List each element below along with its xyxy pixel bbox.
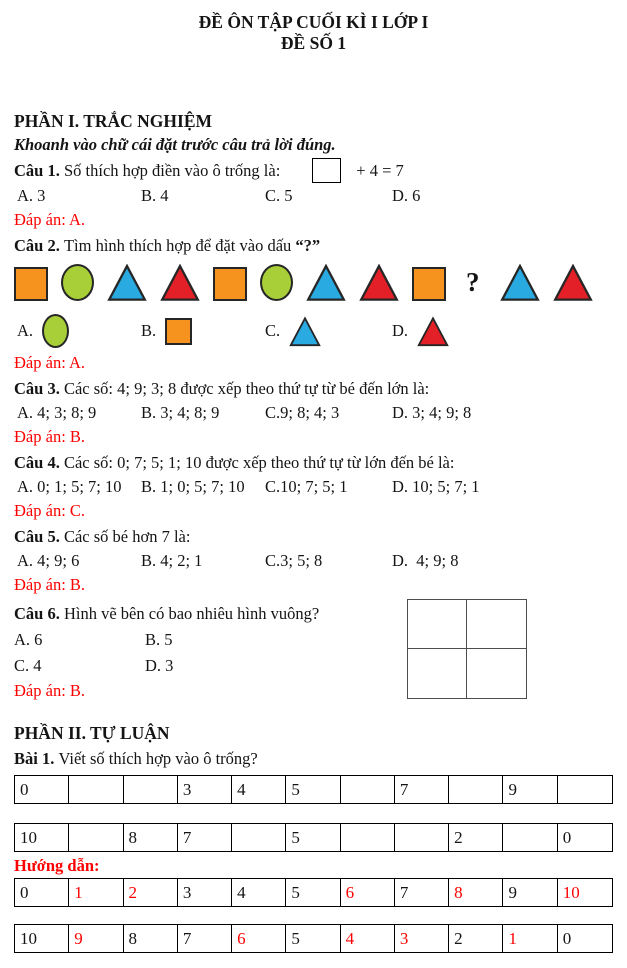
- question-1-options: [14, 184, 613, 208]
- table-cell: 4: [232, 879, 286, 906]
- table-cell: 7: [395, 879, 449, 906]
- option-letter: A.: [17, 321, 34, 340]
- question-6-line: [14, 601, 407, 627]
- exercise-1-line: [14, 747, 613, 771]
- option-b: B. 3; 4; 8; 9: [141, 403, 220, 422]
- red-triangle-shape: [160, 264, 200, 301]
- table-cell: 8: [124, 925, 178, 952]
- table-cell: [395, 824, 449, 851]
- question-1-text: Số thích hợp điền vào ô trống là:: [63, 160, 281, 180]
- blue-triangle-shape: [306, 264, 346, 301]
- number-table-2: [14, 823, 613, 852]
- question-2-qmark: “?”: [295, 236, 321, 255]
- question-5-text: Các số bé hơn 7 là:: [63, 527, 191, 546]
- table-cell: 0: [562, 827, 572, 847]
- question-3-options: [14, 401, 613, 425]
- option-c: C.10; 7; 5; 1: [265, 477, 348, 496]
- answer-key-q1: Đáp án: A.: [14, 210, 86, 229]
- question-5-options: [14, 549, 613, 573]
- question-2-options: [14, 311, 613, 351]
- table-cell: 6: [232, 925, 286, 952]
- question-1-equation: + 4 = 7: [356, 160, 404, 180]
- answer-key-q5: Đáp án: B.: [14, 575, 86, 594]
- question-6-left: [14, 601, 407, 703]
- orange-square-shape: [14, 267, 48, 301]
- title-line-2: ĐỀ SỐ 1: [280, 33, 347, 53]
- question-2-label: Câu 2.: [14, 236, 60, 255]
- question-4-text: Các số: 0; 7; 5; 1; 10 được xếp theo thứ tự từ lớn đến bé là:: [63, 453, 455, 472]
- part1-instruction: Khoanh vào chữ cái đặt trước câu trả lời đúng.: [14, 135, 336, 154]
- option-b: B. 1; 0; 5; 7; 10: [141, 477, 245, 496]
- table-cell: 8: [124, 824, 178, 851]
- number-table-4-solution: [14, 924, 613, 953]
- guide-label: Hướng dẫn:: [14, 856, 100, 875]
- option-d: [392, 315, 613, 348]
- table-cell: [232, 824, 286, 851]
- option-a: A. 3: [17, 186, 46, 205]
- grid-cell: [408, 649, 467, 698]
- exercise-1-text: Viết số thích hợp vào ô trống?: [58, 749, 258, 768]
- question-6-text: Hình vẽ bên có bao nhiêu hình vuông?: [63, 604, 320, 623]
- option-a: A. 4; 9; 6: [17, 551, 80, 570]
- table-cell: [124, 776, 178, 803]
- option-b: B. 4: [141, 186, 169, 205]
- option-b: B. 4; 2; 1: [141, 551, 203, 570]
- option-c: [265, 315, 392, 348]
- answer-key-q2: Đáp án: A.: [14, 353, 86, 372]
- table-cell: 8: [449, 879, 503, 906]
- table-cell: 1: [69, 879, 123, 906]
- answer-blank-box: [312, 158, 341, 183]
- table-cell: 7: [178, 925, 232, 952]
- question-5-label: Câu 5.: [14, 527, 60, 546]
- question-3-text: Các số: 4; 9; 3; 8 được xếp theo thứ tự từ bé đến lớn là:: [63, 379, 430, 398]
- table-cell: [558, 776, 612, 803]
- red-triangle-shape: [553, 264, 593, 301]
- table-cell: 5: [286, 925, 340, 952]
- option-b: B. 5: [145, 630, 173, 649]
- number-table-3-solution: [14, 878, 613, 907]
- option-letter: D.: [392, 321, 409, 340]
- table-cell: [449, 776, 503, 803]
- option-b: [141, 318, 265, 345]
- table-cell: 6: [341, 879, 395, 906]
- question-4-options: [14, 475, 613, 499]
- question-2-text: Tìm hình thích hợp để đặt vào dấu: [63, 236, 292, 255]
- question-1-line: [14, 157, 613, 184]
- table-cell: 9: [503, 776, 557, 803]
- table-cell: [69, 776, 123, 803]
- question-mark: ?: [466, 267, 480, 297]
- table-cell: 5: [286, 776, 340, 803]
- green-circle-shape: [61, 264, 94, 301]
- table-cell: [503, 824, 557, 851]
- question-5-line: [14, 525, 613, 549]
- table-cell: 2: [449, 824, 503, 851]
- option-c: C.3; 5; 8: [265, 551, 323, 570]
- question-6-label: Câu 6.: [14, 604, 60, 623]
- table-cell: 0: [15, 879, 69, 906]
- part1-heading: PHẦN I. TRẮC NGHIỆM: [14, 111, 213, 131]
- orange-square-shape: [412, 267, 446, 301]
- table-cell: 4: [232, 776, 286, 803]
- option-c: C. 5: [265, 186, 293, 205]
- square-grid-figure: [407, 599, 527, 699]
- question-1-label: Câu 1.: [14, 160, 60, 180]
- question-6-options-row1: [14, 627, 407, 653]
- table-cell: 10: [562, 882, 580, 902]
- question-3-line: [14, 377, 613, 401]
- table-cell: 5: [286, 879, 340, 906]
- option-d: D. 6: [392, 186, 421, 205]
- option-c: C.9; 8; 4; 3: [265, 403, 340, 422]
- option-letter: C.: [265, 321, 281, 340]
- question-4-line: [14, 451, 613, 475]
- red-triangle-shape: [359, 264, 399, 301]
- answer-key-q4: Đáp án: C.: [14, 501, 86, 520]
- blue-triangle-shape: [289, 315, 321, 348]
- table-cell: 10: [15, 824, 69, 851]
- exercise-1-label: Bài 1.: [14, 749, 55, 768]
- option-a: A. 0; 1; 5; 7; 10: [17, 477, 122, 496]
- page-title: [14, 12, 613, 54]
- question-6-block: [14, 601, 613, 703]
- question-2-line: [14, 234, 613, 258]
- option-d: D. 10; 5; 7; 1: [392, 477, 480, 496]
- grid-cell: [467, 649, 526, 698]
- grid-cell: [467, 600, 526, 649]
- blue-triangle-shape: [107, 264, 147, 301]
- option-d: D. 3: [145, 656, 174, 675]
- option-c: C. 4: [14, 656, 42, 675]
- grid-cell: [408, 600, 467, 649]
- answer-key-q3: Đáp án: B.: [14, 427, 86, 446]
- table-cell: [341, 776, 395, 803]
- table-cell: 3: [395, 925, 449, 952]
- table-cell: [69, 824, 123, 851]
- table-cell: 4: [341, 925, 395, 952]
- option-a: [17, 314, 141, 348]
- table-cell: 0: [15, 776, 69, 803]
- blue-triangle-shape: [500, 264, 540, 301]
- table-cell: 2: [124, 879, 178, 906]
- question-3-label: Câu 3.: [14, 379, 60, 398]
- shape-sequence: [14, 260, 613, 301]
- question-6-options-row2: [14, 653, 407, 679]
- answer-key-q6: Đáp án: B.: [14, 681, 86, 700]
- green-circle-shape: [260, 264, 293, 301]
- table-cell: 9: [503, 879, 557, 906]
- table-cell: 10: [15, 925, 69, 952]
- table-cell: 5: [286, 824, 340, 851]
- question-4-label: Câu 4.: [14, 453, 60, 472]
- table-cell: 3: [178, 776, 232, 803]
- table-cell: 9: [69, 925, 123, 952]
- table-cell: 7: [395, 776, 449, 803]
- table-cell: [341, 824, 395, 851]
- orange-square-shape: [165, 318, 192, 345]
- table-cell: 7: [178, 824, 232, 851]
- table-cell: 3: [178, 879, 232, 906]
- green-circle-shape: [42, 314, 69, 348]
- title-line-1: ĐỀ ÔN TẬP CUỐI KÌ I LỚP I: [198, 12, 429, 32]
- option-letter: B.: [141, 321, 157, 340]
- option-a: A. 6: [14, 630, 43, 649]
- option-d: D. 4; 9; 8: [392, 551, 459, 570]
- table-cell: 2: [449, 925, 503, 952]
- number-table-1: [14, 775, 613, 804]
- orange-square-shape: [213, 267, 247, 301]
- option-d: D. 3; 4; 9; 8: [392, 403, 472, 422]
- red-triangle-shape: [417, 315, 449, 348]
- option-a: A. 4; 3; 8; 9: [17, 403, 97, 422]
- table-cell: 1: [503, 925, 557, 952]
- table-cell: 0: [562, 928, 572, 948]
- part2-heading: PHẦN II. TỰ LUẬN: [14, 723, 170, 743]
